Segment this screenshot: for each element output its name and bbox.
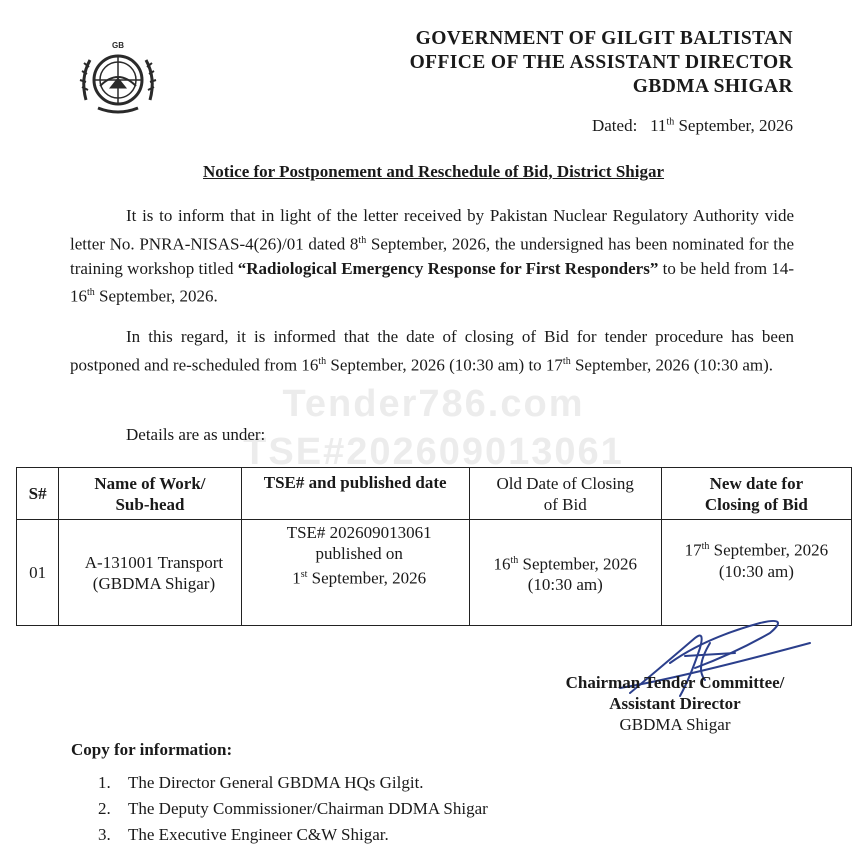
col-header-work [59,468,241,520]
col-header-old-line2: of Bid [543,494,587,514]
para1-text-b: September, 2026, the undersigned has been nominated for the training workshop titled [70,234,795,278]
para2-text-b: September, 2026 (10:30 am) to 17 [326,355,563,375]
cell-sno: 01 [17,520,59,626]
workshop-title: “Radiological Emergency Response for First Responders” [237,258,659,278]
col-header-new-line1: New date for [709,473,804,493]
para2-text-a: In this regard, it is informed that the date of closing of Bid for tender procedure has been postponed and re-scheduled from 16 [70,327,794,375]
list-item-number: 2. [98,799,111,818]
col-header-new-date [661,468,851,520]
copy-recipient-list [98,770,488,848]
bid-details-table [16,467,852,626]
cell-work-line2: (GBDMA Shigar) [92,573,216,593]
col-header-tse: TSE# and published date [241,468,469,520]
details-intro: Details are as under: [126,425,266,444]
notice-title [0,162,867,182]
paragraph-nomination [70,204,794,309]
copy-heading: Copy for information: [71,740,233,759]
dated-day: 11 [650,116,667,135]
list-item [98,822,488,848]
col-header-work-line2: Sub-head [115,494,185,514]
para2-sup-b: th [562,355,571,367]
list-item-text: The Executive Engineer C&W Shigar. [128,825,389,844]
notice-title-text: Notice for Postponement and Reschedule of Bid, District Shigar [202,162,665,181]
paragraph-postponement [70,325,794,378]
cell-new-date-line [663,536,850,561]
para1-text-d: September, 2026. [94,286,218,306]
signatory-designation: Assistant Director [609,694,741,713]
cell-new-rest: September, 2026 [709,540,829,560]
cell-work [59,520,241,626]
list-item-text: The Deputy Commissioner/Chairman DDMA Shigar [128,799,488,818]
dated-label: Dated: [591,116,638,135]
signatory-title: Chairman Tender Committee/ [565,673,785,692]
cell-tse-published: published on [315,544,403,563]
cell-new-suffix: th [701,541,710,552]
cell-old-day: 16 [493,554,511,574]
letterhead [410,27,793,99]
para2-text-c: September, 2026 (10:30 am). [570,355,774,375]
list-item-number: 1. [98,773,111,792]
para1-sup-c: th [87,287,95,299]
list-item [98,770,488,796]
para1-text-a: It is to inform that in light of the letter received by Pakistan Nuclear Regulatory Authority vide letter No. PNRA-NISAS-4(26)/01 dated 8 [70,206,794,254]
letterhead-line-gbdma: GBDMA SHIGAR [632,76,793,97]
col-header-work-line1: Name of Work/ [94,473,206,493]
col-header-new-line2: Closing of Bid [704,494,808,514]
col-header-sno: S# [17,468,59,520]
signatory-block [540,672,810,735]
cell-old-date-line [471,550,660,575]
col-header-old-date [469,468,661,520]
table-header-row [17,468,852,520]
svg-text:GB: GB [112,41,124,50]
dated-day-suffix: th [666,116,675,128]
cell-old-suffix: th [510,554,519,566]
dated-line [592,116,793,136]
list-item-text: The Director General GBDMA HQs Gilgit. [128,773,424,792]
watermark-line-site: Tender786.com [282,383,585,425]
signatory-office: GBDMA Shigar [619,715,731,734]
para1-text-c: to be held from 14-16 [70,258,795,306]
list-item-number: 3. [98,825,111,844]
gbdma-emblem-logo [76,38,160,118]
col-header-old-line1: Old Date of Closing [496,473,634,493]
para1-sup-a: th [358,234,367,246]
cell-tse-date-rest: September, 2026 [307,568,427,588]
cell-tse-number: TSE# 202609013061 [286,523,432,542]
letterhead-line-government: GOVERNMENT OF GILGIT BALTISTAN [415,28,793,49]
cell-tse-date [251,564,468,589]
dated-rest: September, 2026 [678,116,793,135]
watermark-line-tse: TSE#202609013061 [243,431,624,473]
letterhead-line-office: OFFICE OF THE ASSISTANT DIRECTOR [409,52,793,73]
list-item [98,796,488,822]
para2-sup-a: th [318,355,327,367]
cell-new-time: (10:30 am) [718,561,794,581]
cell-work-line1: A-131001 Transport [84,552,224,572]
cell-old-rest: September, 2026 [518,554,638,574]
cell-tse [241,520,469,626]
cell-tse-date-suffix: st [300,569,308,580]
cell-tse-date-day: 1 [292,568,301,588]
cell-old-time: (10:30 am) [527,575,603,595]
cell-new-day: 17 [684,540,702,560]
